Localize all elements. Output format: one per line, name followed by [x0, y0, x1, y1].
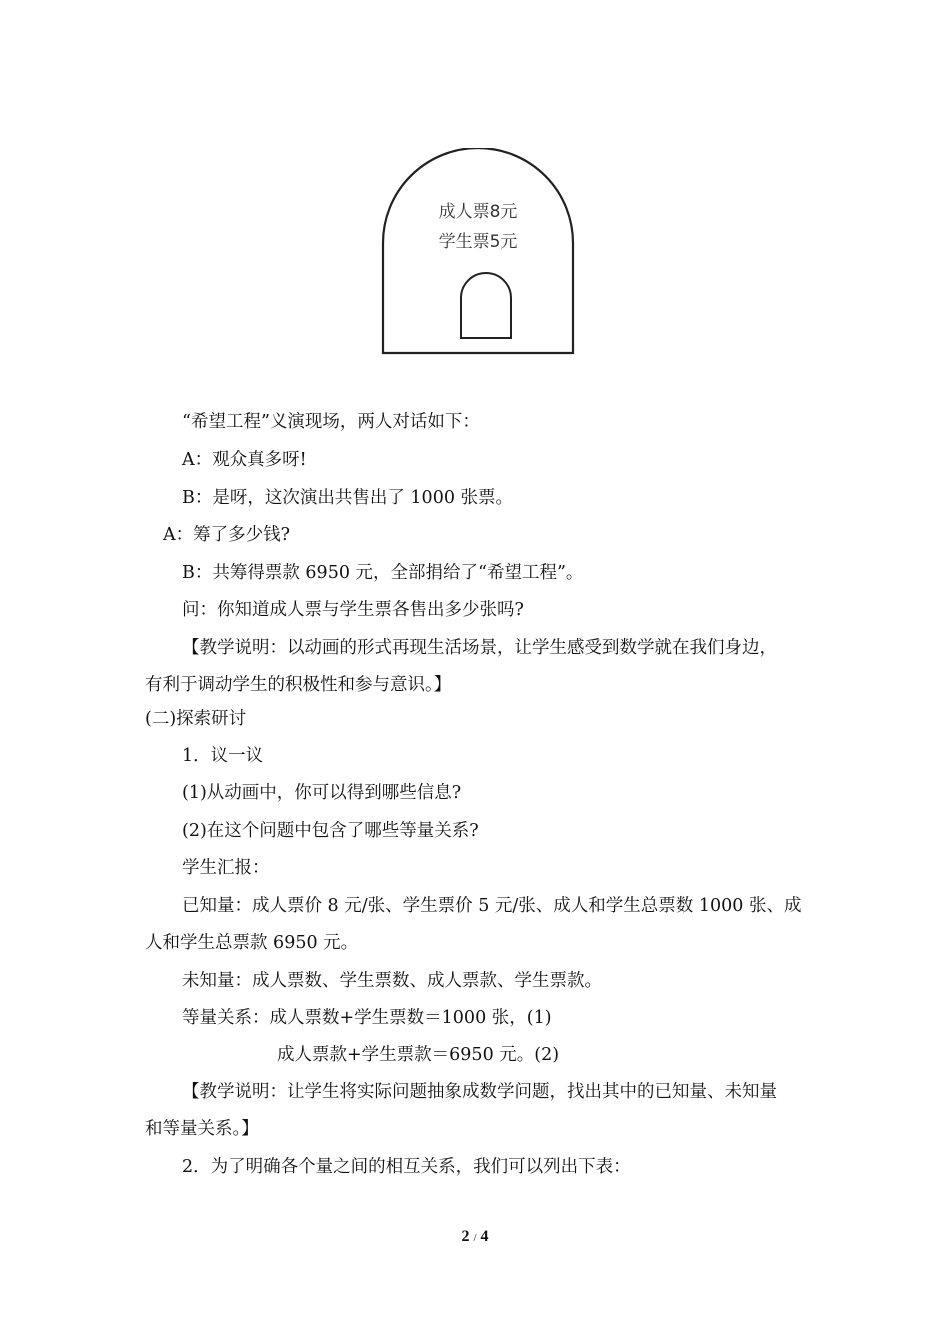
teaching-note-2-line-1: 【教学说明：让学生将实际问题抽象成数学问题，找出其中的已知量、未知量 [182, 1082, 777, 1102]
teaching-note-2-line-2: 和等量关系。】 [145, 1119, 259, 1139]
table-intro-line: 2．为了明确各个量之间的相互关系，我们可以列出下表： [182, 1157, 631, 1177]
intro-line: “希望工程”义演现场，两人对话如下： [182, 412, 480, 432]
ticket-booth-figure [378, 148, 578, 358]
page-footer [0, 1228, 950, 1246]
page-number: 2 [461, 1228, 470, 1245]
teaching-note-1-line-2: 有利于调动学生的积极性和参与意识。】 [145, 675, 452, 695]
equation-2: 成人票款+学生票款＝6950 元。(2) [277, 1045, 560, 1065]
known-quantities-line-1: 已知量：成人票价 8 元/张、学生票价 5 元/张、成人和学生总票数 1000 张、成 [182, 896, 802, 916]
equation-1: 等量关系：成人票数+学生票数＝1000 张，(1) [182, 1008, 552, 1028]
dialogue-b-2: B：共筹得票款 6950 元，全部捐给了“希望工程”。 [182, 563, 584, 583]
adult-ticket-price: 成人票8元 [438, 202, 518, 222]
ticket-booth-drawing [378, 148, 578, 358]
student-report-label: 学生汇报： [182, 858, 270, 878]
question-line: 问：你知道成人票与学生票各售出多少张吗? [182, 600, 524, 620]
dialogue-a-2: A：筹了多少钱? [163, 525, 291, 545]
page-separator: / [473, 1232, 477, 1244]
known-quantities-line-2: 人和学生总票款 6950 元。 [145, 933, 359, 953]
section-heading: (二)探索研讨 [145, 709, 247, 729]
question-1: (1)从动画中，你可以得到哪些信息? [182, 783, 462, 803]
unknown-quantities: 未知量：成人票数、学生票数、成人票款、学生票款。 [182, 971, 602, 991]
page-total: 4 [480, 1228, 489, 1245]
dialogue-b-1: B：是呀，这次演出共售出了 1000 张票。 [182, 488, 514, 508]
dialogue-a-1: A：观众真多呀! [182, 450, 307, 470]
student-ticket-price: 学生票5元 [438, 232, 518, 252]
subsection-1-heading: 1．议一议 [182, 746, 264, 766]
teaching-note-1-line-1: 【教学说明：以动画的形式再现生活场景，让学生感受到数学就在我们身边， [182, 638, 777, 658]
question-2: (2)在这个问题中包含了哪些等量关系? [182, 821, 479, 841]
